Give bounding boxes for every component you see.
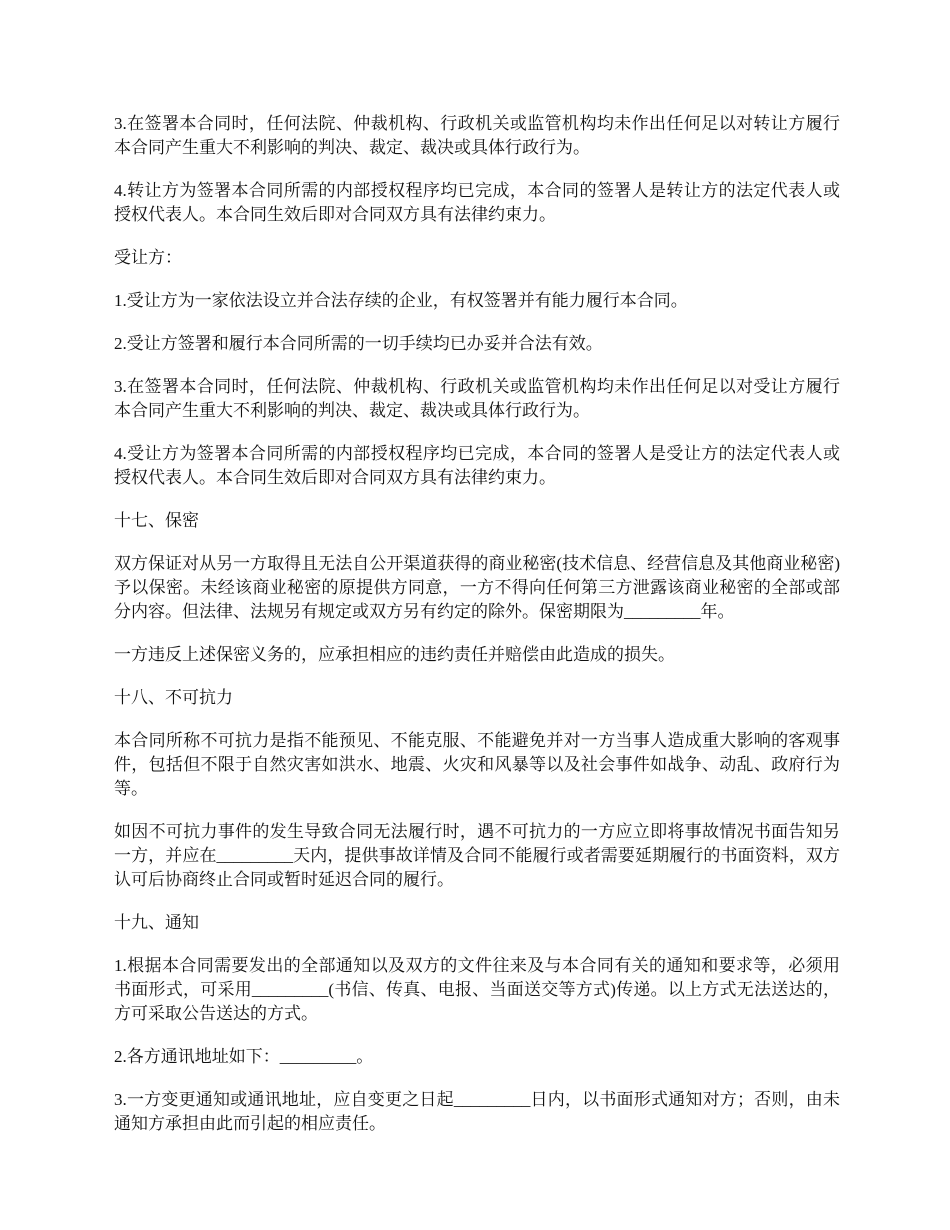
notice-clause-3: 3.一方变更通知或通讯地址，应自变更之日起_________日内，以书面形式通知对方；否则，由未通知方承担由此而引起的相应责任。 [114,1090,840,1133]
clause-transferor-4: 4.转让方为签署本合同所需的内部授权程序均已完成，本合同的签署人是转让方的法定代表人或授权代表人。本合同生效后即对合同双方具有法律约束力。 [114,181,840,224]
confidentiality-paragraph: 双方保证对从另一方取得且无法自公开渠道获得的商业秘密(技术信息、经营信息及其他商业秘密)予以保密。未经该商业秘密的原提供方同意，一方不得向任何第三方泄露该商业秘密的全部或部分内容。但法律、法规另有规定或双方另有约定的除外。保密期限为_________年。 [114,554,840,621]
clause-transferee-3: 3.在签署本合同时，任何法院、仲裁机构、行政机关或监管机构均未作出任何足以对受让方履行本合同产生重大不利影响的判决、裁定、裁决或具体行政行为。 [114,377,840,420]
notice-clause-1: 1.根据本合同需要发出的全部通知以及双方的文件往来及与本合同有关的通知和要求等，必须用书面形式，可采用_________(书信、传真、电报、当面送交等方式)传递。以上方式无法送达的，方可采取公告送达的方式。 [114,956,840,1023]
confidentiality-breach-paragraph: 一方违反上述保密义务的，应承担相应的违约责任并赔偿由此造成的损失。 [114,645,675,664]
transferee-heading: 受让方： [114,248,182,267]
force-majeure-notice: 如因不可抗力事件的发生导致合同无法履行时，遇不可抗力的一方应立即将事故情况书面告知另一方，并应在_________天内，提供事故详情及合同不能履行或者需要延期履行的书面资料，双方认可后协商终止合同或暂时延迟合同的履行。 [114,822,840,889]
section-17-heading: 十七、保密 [114,511,199,530]
force-majeure-definition: 本合同所称不可抗力是指不能预见、不能克服、不能避免并对一方当事人造成重大影响的客观事件，包括但不限于自然灾害如洪水、地震、火灾和风暴等以及社会事件如战争、动乱、政府行为等。 [114,731,840,798]
clause-transferee-2: 2.受让方签署和履行本合同所需的一切手续均已办妥并合法有效。 [114,334,603,353]
clause-transferee-1: 1.受让方为一家依法设立并合法存续的企业，有权签署并有能力履行本合同。 [114,291,688,310]
notice-clause-2: 2.各方通讯地址如下：_________。 [114,1047,374,1066]
document-page [114,112,840,1155]
section-19-heading: 十九、通知 [114,913,199,932]
clause-transferor-3: 3.在签署本合同时，任何法院、仲裁机构、行政机关或监管机构均未作出任何足以对转让方履行本合同产生重大不利影响的判决、裁定、裁决或具体行政行为。 [114,114,840,157]
clause-transferee-4: 4.受让方为签署本合同所需的内部授权程序均已完成，本合同的签署人是受让方的法定代表人或授权代表人。本合同生效后即对合同双方具有法律约束力。 [114,444,840,487]
section-18-heading: 十八、不可抗力 [114,688,233,707]
